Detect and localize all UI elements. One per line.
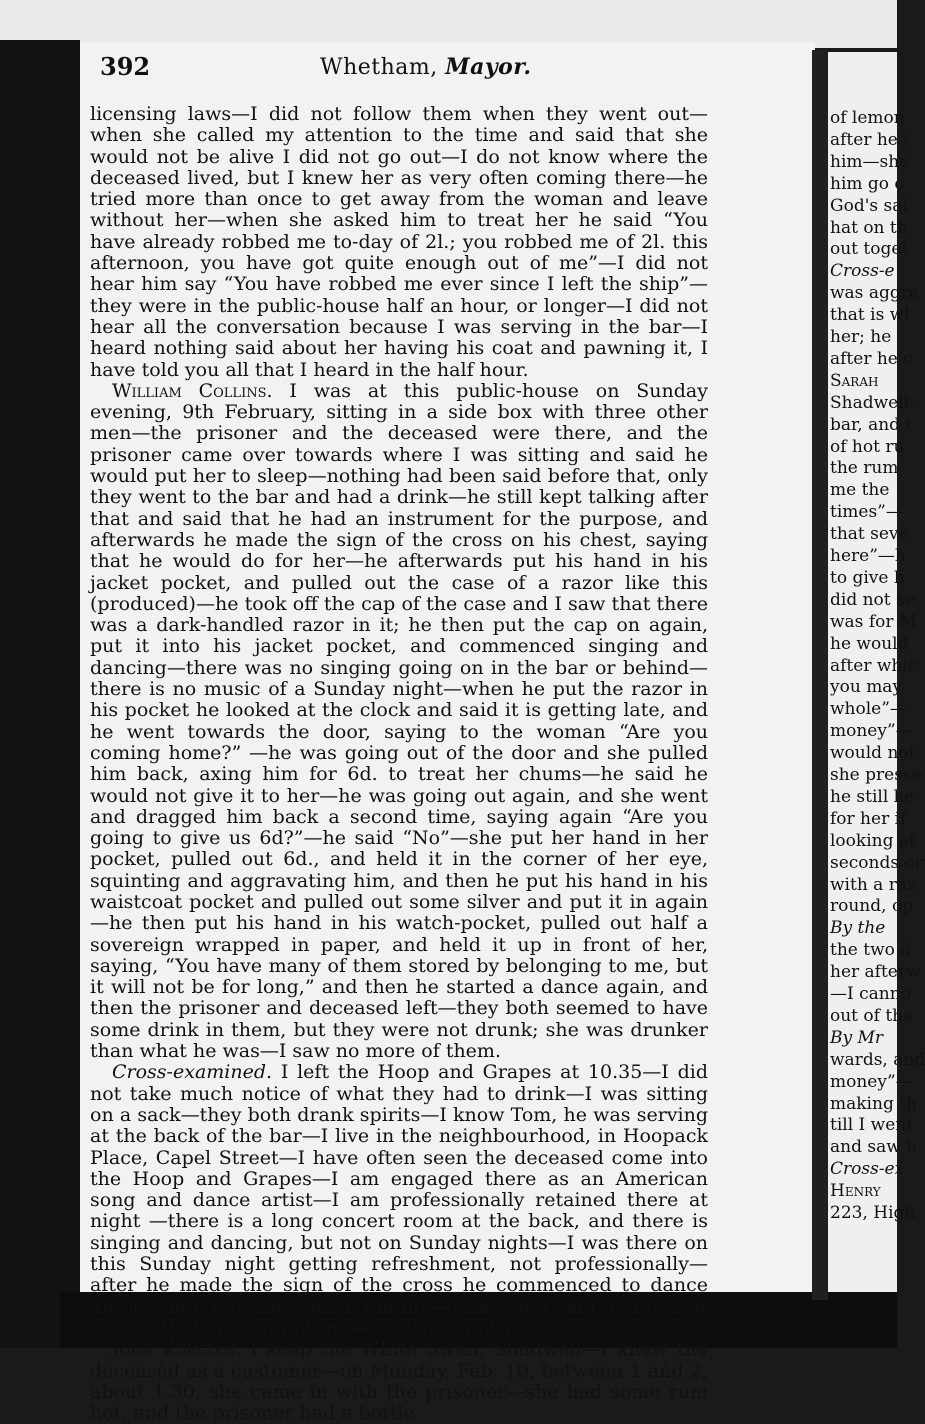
facing-page-line: By the bbox=[830, 918, 886, 939]
paragraph-text: I was at this public-house on Sunday evening, 9th February, sitting in a side box with three other men—the prisoner and the deceased were there, and the prisoner came over towards where I was sitting and said he would put her to sleep—nothing had been said before that, only they went to the bar and had a drink—he still kept talking after that and said that he had an instrument for the purpose, and afterwards he made the sign of the cross on his chest, saying that he would do for her—he afterwards put his hand in his jacket pocket, and pulled out the case of a razor like this (produced)—he took off the cap of the case and I saw that there was a dark-handled razor in it; he then put the cap on again, put it into his jacket pocket, and commenced singing and dancing—there was no singing going on in the bar or behind—there is no music of a Sunday night—when he put the razor in his pocket he looked at the clock and said it is getting late, and he went towards the door, saying to the woman “Are you coming home?” —he was going out of the door and she pulled him back, axing him for 6d. to treat her chums—he said he would not give it to her—he was going out again, and she went and dragged him back a second time, saying again “Are you going to give us 6d?”—he said “No”—she put her hand in her pocket, pulled out 6d., and held it in the corner of her eye, squinting and aggravating him, and then he put his hand in his waistcoat pocket and pulled out some silver and put it in again—he then put his hand in his watch-pocket, pulled out half a sovereign wrapped in paper, and held it up in front of her, saying, “You have many of them stored by belonging to me, but it will not be for long,” and then he started a dance again, and then the prisoner and deceased left—they both seemed to have some drink in them, but they were not drunk; she was drunker than what he was—I saw no more of them. bbox=[90, 379, 708, 1063]
facing-page-fragment bbox=[828, 52, 925, 1292]
facing-page-line: 223, High bbox=[830, 1203, 916, 1223]
running-head bbox=[320, 54, 532, 80]
facing-page-line: the rum bbox=[830, 458, 899, 479]
facing-page-line: bar, and t bbox=[830, 414, 913, 435]
running-head-name: Whetham, bbox=[320, 55, 438, 80]
facing-page-line: making th bbox=[830, 1093, 918, 1114]
facing-page-line: he still ke bbox=[830, 786, 915, 807]
paragraph-text: I left the Hoop and Grapes at 10.35—I did not take much notice of what they had to drink—I was sitting on a sack—they both drank spirits—I know Tom, he was serving at the back of the bar—I live in the neighbourhood, in Hoopack Place, Capel Street—I have often seen the deceased come into the Hoop and Grapes—I am engaged there as an American song and dance artist—I am professionally retained there at night —there is a long concert room at the back, and there is singing and dancing, but not on Sunday nights—I was there on this Sunday night getting refreshment, not professionally—after he made the sign of the cross he commenced to dance and to sing, but the woman did not—I have not said to-day that they both danced and sang—I never said so. bbox=[90, 1061, 708, 1339]
facing-page-line: would not bbox=[830, 743, 916, 764]
facing-page-line: after whic bbox=[830, 655, 918, 676]
facing-page-line: the two d bbox=[830, 940, 912, 961]
facing-page-line: with a raz bbox=[830, 874, 916, 895]
facing-page-line: him—she bbox=[830, 151, 910, 172]
facing-page-line: till I went bbox=[830, 1115, 914, 1136]
facing-page-line: —I canno bbox=[830, 984, 911, 1004]
facing-page-line: for her if bbox=[830, 808, 907, 829]
page-number: 392 bbox=[100, 52, 151, 81]
scan-top-strip bbox=[0, 0, 897, 48]
facing-page-line: Henry bbox=[830, 1181, 881, 1202]
facing-page-line: God's sal bbox=[830, 195, 908, 216]
facing-page-line: was for M bbox=[830, 611, 917, 632]
facing-page-line: her afterw bbox=[830, 962, 921, 983]
paragraph-text: licensing laws—I did not follow them when they went out—when she called my attention to the time and said that she would not be alive I did not go out—I do not know where the deceased lived, but I knew her as very often coming there—he tried more than once to get away from the woman and leave without her—when she asked him to treat her he said “You have already robbed me to-day of 2l.; you robbed me of 2l. this afternoon, you have got quite enough out of me”—I did not hear him say “You have robbed me ever since I left the ship”—they were in the public-house half an hour, or longer—I did not hear all the conversation because I was serving in the bar—I heard nothing said about her having his coat and pawning it, I have told you all that I heard in the half hour. bbox=[90, 103, 708, 381]
facing-page-line: seconds or bbox=[830, 852, 923, 873]
facing-page-line: that is wl bbox=[830, 305, 910, 326]
facing-page-line: money”— bbox=[830, 1071, 913, 1092]
facing-page-line: Sarah bbox=[830, 370, 879, 391]
facing-page-line: here”—h bbox=[830, 546, 906, 566]
paragraph bbox=[90, 1339, 708, 1424]
speaker-name: Cross-examined. bbox=[112, 1061, 273, 1084]
facing-page-line: him go o bbox=[830, 173, 905, 194]
paragraph bbox=[90, 381, 708, 1063]
facing-page-line: hat on th bbox=[830, 217, 908, 238]
facing-page-line: wards, and bbox=[830, 1049, 925, 1070]
speaker-name: John Kursten. bbox=[112, 1338, 242, 1361]
facing-page-line: after he c bbox=[830, 348, 913, 369]
book-gutter bbox=[812, 50, 828, 1300]
book-binding-shadow bbox=[0, 40, 80, 1348]
facing-page-line: looking at bbox=[830, 830, 916, 851]
page-header bbox=[100, 52, 620, 92]
facing-page-line: me the bbox=[830, 480, 890, 501]
facing-page-line: to give h bbox=[830, 567, 905, 588]
facing-page-line: her; he bbox=[830, 327, 892, 347]
facing-page-line: of lemon bbox=[830, 108, 905, 128]
facing-page-line: and saw h bbox=[830, 1137, 918, 1158]
facing-page-line: times”— bbox=[830, 502, 903, 523]
paragraph bbox=[90, 1062, 708, 1339]
facing-page-line: did not se bbox=[830, 589, 915, 610]
speaker-name: William Collins. bbox=[112, 379, 273, 402]
facing-page-line: out toget bbox=[830, 239, 909, 260]
running-head-title: Mayor. bbox=[445, 54, 532, 80]
facing-page-line: round, op bbox=[830, 896, 914, 917]
facing-page-line: of hot ru bbox=[830, 436, 905, 457]
facing-page-line: money”— bbox=[830, 721, 913, 742]
facing-page-line: whole”— bbox=[830, 699, 907, 720]
facing-page-line: By Mr bbox=[830, 1027, 884, 1048]
facing-page-line: after he t bbox=[830, 129, 911, 150]
facing-page-line: that seve bbox=[830, 524, 909, 545]
facing-page-line: was aggra bbox=[830, 283, 919, 304]
facing-page-line: you may bbox=[830, 677, 903, 698]
paragraph-text: I keep the White Swan, Shadwell—I knew the deceased as a customer—on Monday, Feb. 10, between 1 and 2, about 1.30, she came in with the prisoner—she had some rum hot, and the prisoner had a bottle bbox=[90, 1338, 708, 1424]
facing-page-line: Cross-ex bbox=[830, 1159, 905, 1180]
facing-page-line: Shadwell- bbox=[830, 392, 915, 413]
facing-page-line: he would bbox=[830, 633, 909, 654]
paragraph bbox=[90, 104, 708, 381]
facing-page-line: she presse bbox=[830, 765, 922, 785]
facing-page-line: out of the bbox=[830, 1005, 914, 1026]
page-body bbox=[90, 104, 708, 1424]
facing-page-line: Cross-e bbox=[830, 261, 895, 282]
